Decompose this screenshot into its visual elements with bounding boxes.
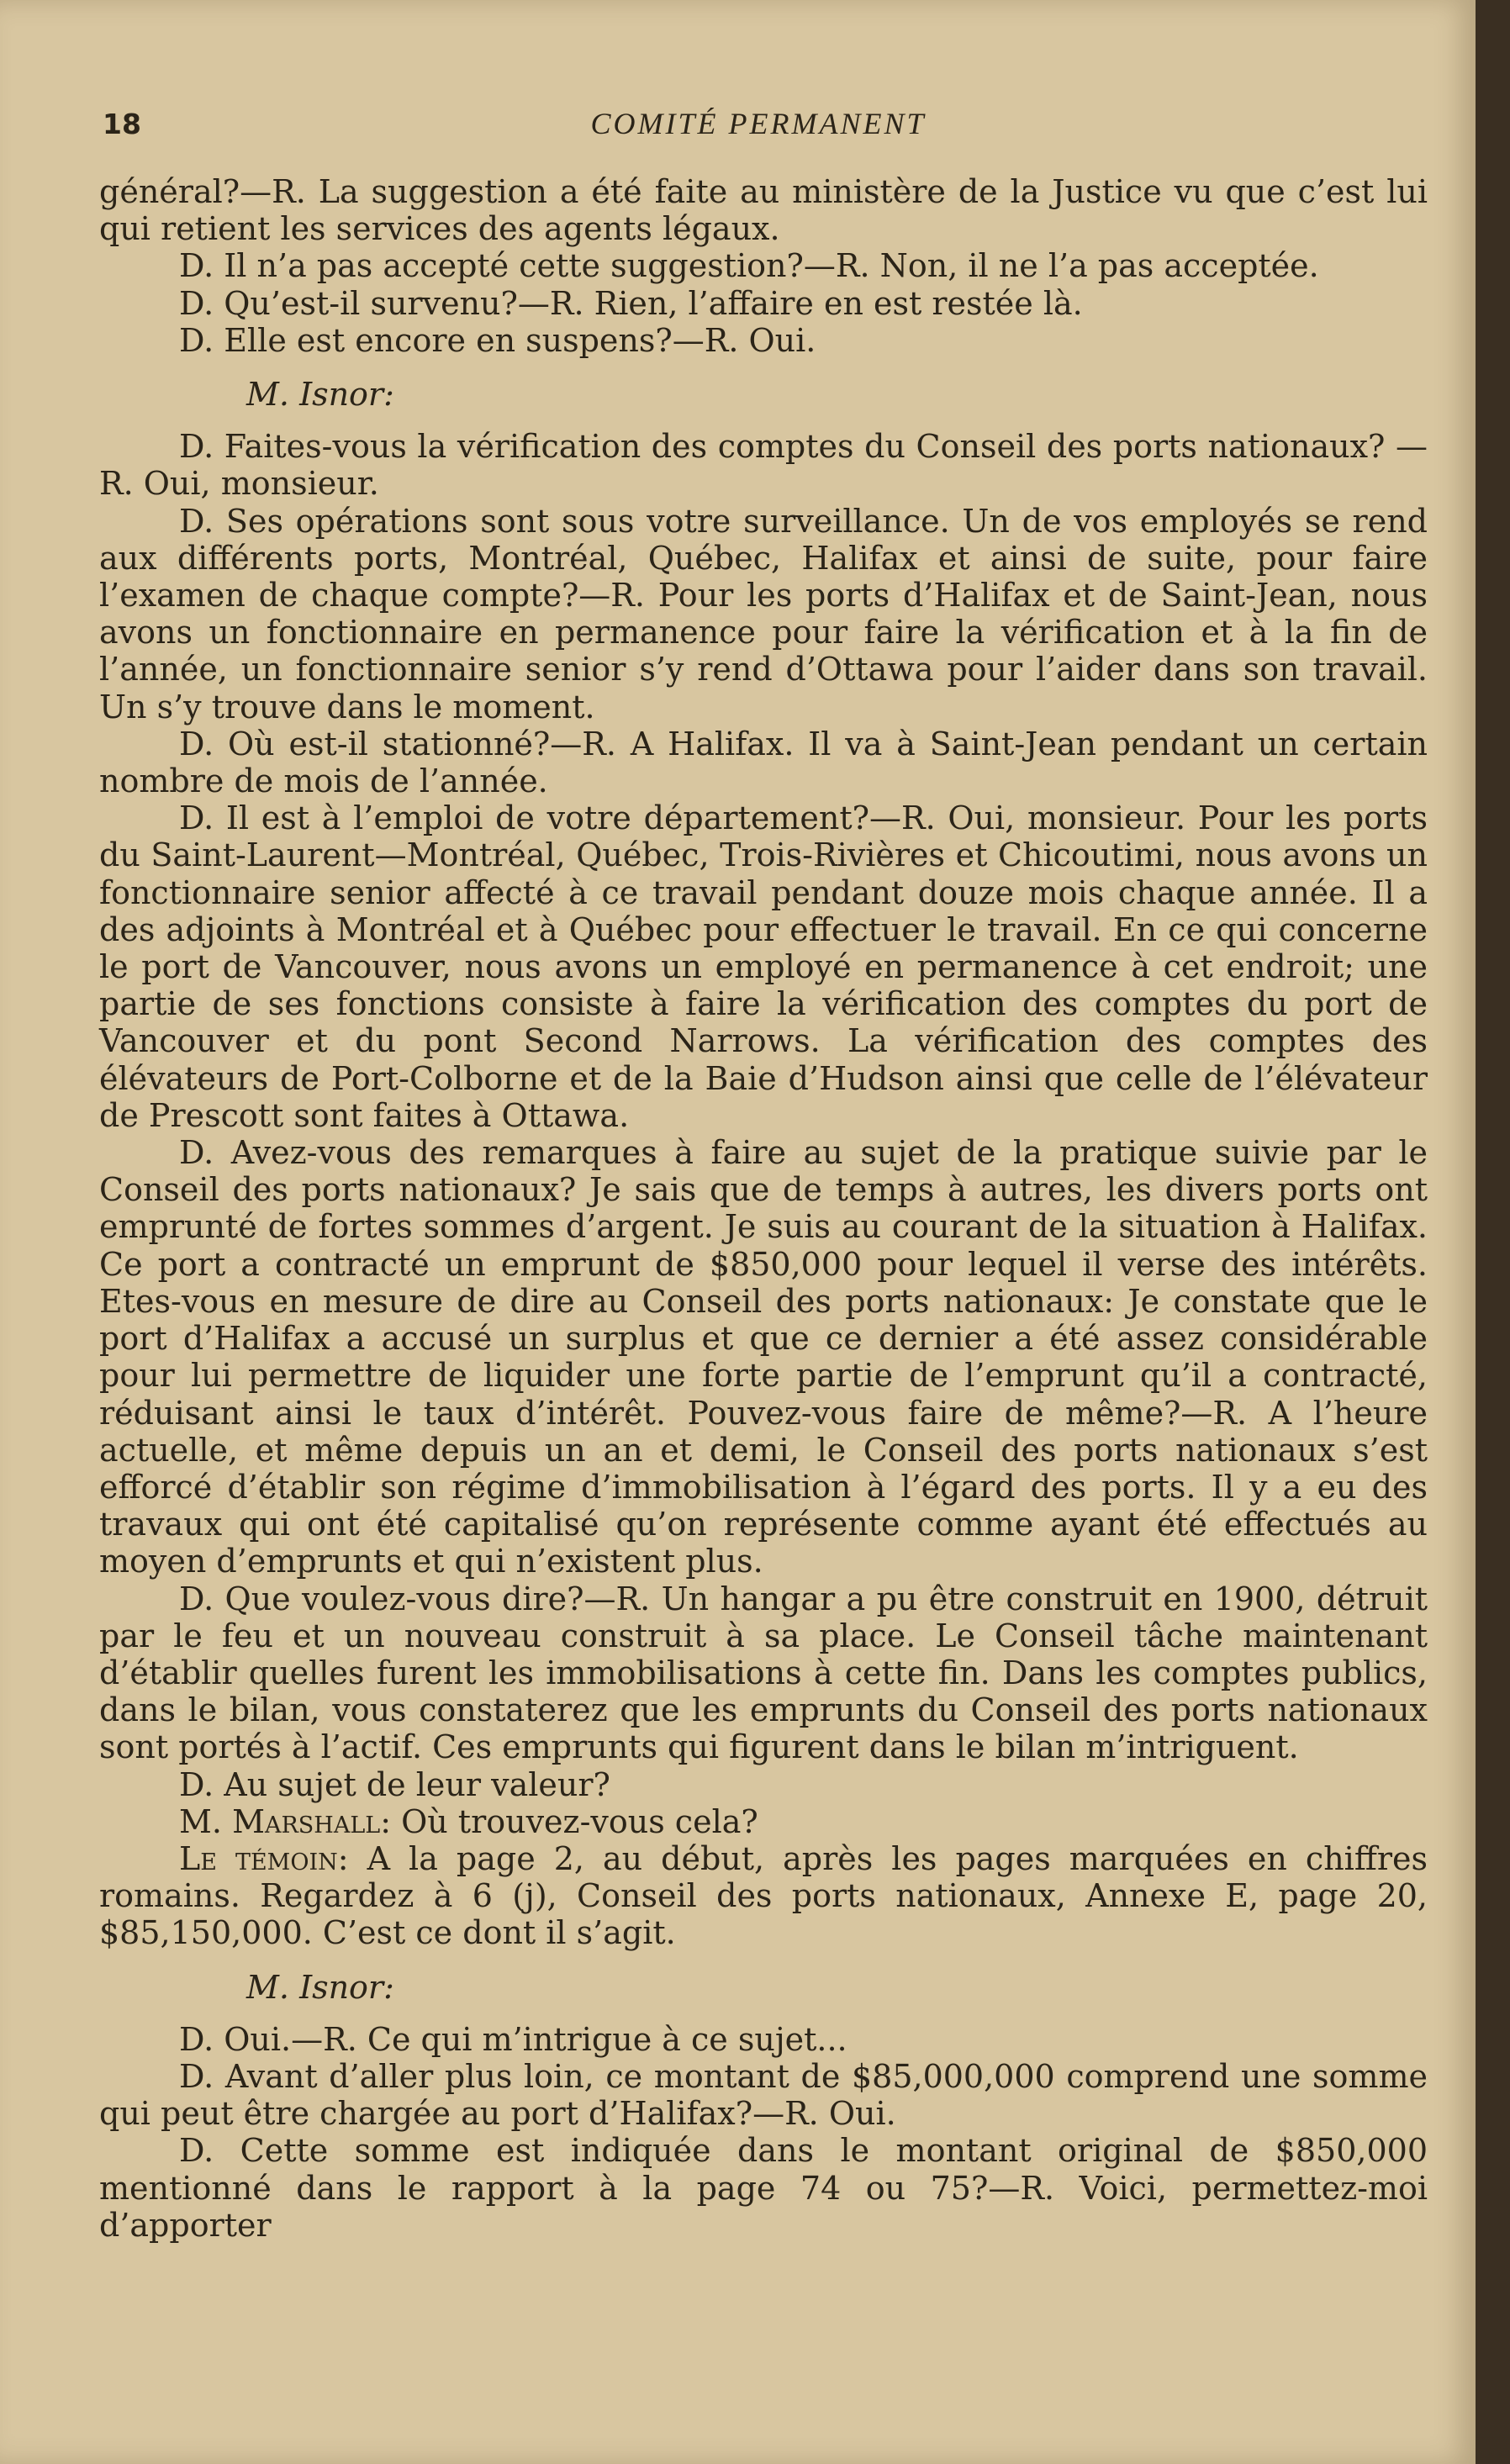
speech-text: A la page 2, au début, après les pages marquées en chiffres romains. Regardez à 6 (j), Conseil des ports nationaux, Annexe E, page 20, $85,150,000. C’est ce dont il s’agit. — [99, 1839, 1428, 1952]
paragraph: D. Que voulez-vous dire?—R. Un hangar a pu être construit en 1900, détruit par le feu et un nouveau construit à sa place. Le Conseil tâche maintenant d’établir quelles furent les immobilisations à cette fin. Dans les comptes publics, dans le bilan, vous constaterez que les emprunts du Conseil des ports nationaux sont portés à l’actif. Ces emprunts qui figurent dans le bilan m’intriguent. — [99, 1580, 1428, 1766]
speech-text: Où trouvez-vous cela? — [391, 1802, 758, 1840]
paragraph: D. Cette somme est indiquée dans le montant original de $850,000 mentionné dans le rapport à la page 74 ou 75?—R. Voici, permettez-moi d’apporter — [99, 2132, 1428, 2244]
paragraph: D. Qu’est-il survenu?—R. Rien, l’affaire en est restée là. — [179, 284, 1083, 322]
paragraph — [99, 1840, 1428, 1952]
paragraph — [99, 1803, 1428, 1840]
running-head: COMITÉ PERMANENT — [590, 107, 927, 140]
paragraph: D. Oui.—R. Ce qui m’intrigue à ce sujet... — [179, 2020, 847, 2058]
paragraph: D. Au sujet de leur valeur? — [179, 1765, 610, 1803]
paragraph: D. Avant d’aller plus loin, ce montant de $85,000,000 comprend une somme qui peut être chargée au port d’Halifax?—R. Oui. — [99, 2057, 1428, 2133]
paragraph: D. Il est à l’emploi de votre département?—R. Oui, monsieur. Pour les ports du Saint-Laurent—Montréal, Québec, Trois-Rivières et Chicoutimi, nous avons un fonctionnaire senior affecté à ce travail pendant douze mois chaque année. Il a des adjoints à Montréal et à Québec pour effectuer le travail. En ce qui concerne le port de Vancouver, nous avons un employé en permanence à cet endroit; une partie de ses fonctions consiste à faire la vérification des comptes du port de Vancouver et du pont Second Narrows. La vérification des comptes des élévateurs de Port-Colborne et de la Baie d’Hudson ainsi que celle de l’élévateur de Prescott sont faites à Ottawa. — [99, 799, 1428, 1134]
paragraph: D. Où est-il stationné?—R. A Halifax. Il va à Saint-Jean pendant un certain nombre de mois de l’année. — [99, 725, 1428, 800]
scan-edge — [1476, 0, 1510, 2464]
paragraph: D. Faites-vous la vérification des comptes du Conseil des ports nationaux? —R. Oui, monsieur. — [99, 428, 1428, 503]
paragraph: D. Elle est encore en suspens?—R. Oui. — [179, 321, 816, 359]
paragraph: D. Ses opérations sont sous votre surveillance. Un de vos employés se rend aux différents ports, Montréal, Québec, Halifax et ainsi de suite, pour faire l’examen de chaque compte?—R. Pour les ports d’Halifax et de Saint-Jean, nous avons un fonctionnaire en permanence pour faire la vérification et à la fin de l’année, un fonctionnaire senior s’y rend d’Ottawa pour l’aider dans son travail. Un s’y trouve dans le moment. — [99, 502, 1428, 725]
page-number: 18 — [103, 108, 141, 140]
speaker-name: M. Marshall: — [179, 1802, 392, 1840]
paragraph: D. Il n’a pas accepté cette suggestion?—R. Non, il ne l’a pas acceptée. — [179, 247, 1319, 285]
paragraph: D. Avez-vous des remarques à faire au sujet de la pratique suivie par le Conseil des ports nationaux? Je sais que de temps à autres, les divers ports ont emprunté de fortes sommes d’argent. Je suis au courant de la situation à Halifax. Ce port a contracté un emprunt de $850,000 pour lequel il verse des intérêts. Etes-vous en mesure de dire au Conseil des ports nationaux: Je constate que le port d’Halifax a accusé un surplus et que ce dernier a été assez considérable pour lui permettre de liquider une forte partie de l’emprunt qu’il a contracté, réduisant ainsi le taux d’intérêt. Pouvez-vous faire de même?—R. A l’heure actuelle, et même depuis un an et demi, le Conseil des ports nationaux s’est efforcé d’établir son régime d’immobilisation à l’égard des ports. Il y a eu des travaux qui ont été capitalisé qu’on représente comme ayant été effectués au moyen d’emprunts et qui n’existent plus. — [99, 1134, 1428, 1580]
paragraph: général?—R. La suggestion a été faite au ministère de la Justice vu que c’est lui qui retient les services des agents légaux. — [99, 173, 1428, 248]
speaker-heading: M. Isnor: — [246, 376, 394, 414]
speaker-name: Le témoin: — [179, 1839, 349, 1877]
page-header — [103, 103, 1414, 150]
speaker-heading: M. Isnor: — [246, 1968, 394, 2006]
page-body — [99, 173, 1428, 2244]
